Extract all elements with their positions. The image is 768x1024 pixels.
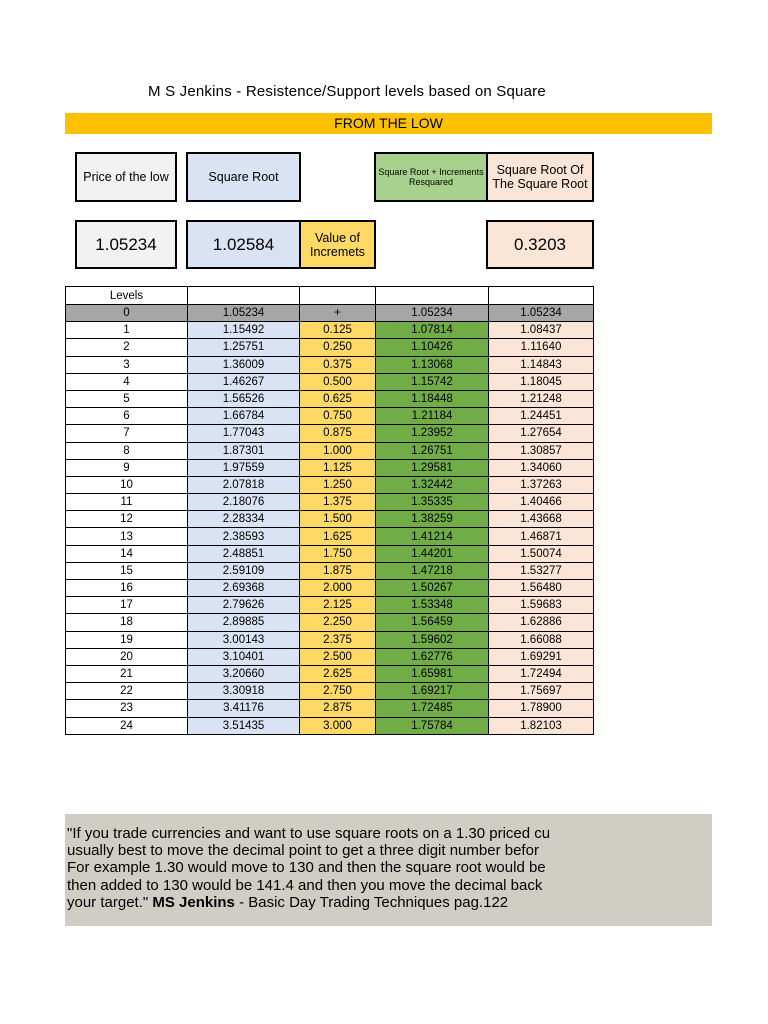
resquared-cell[interactable]: 1.18448 [376,390,489,407]
price-level-cell[interactable]: 1.87301 [188,442,300,459]
level-cell[interactable]: 7 [66,425,188,442]
increment-cell[interactable]: 0.500 [300,373,376,390]
level-cell[interactable]: 20 [66,648,188,665]
level-cell[interactable]: 6 [66,408,188,425]
price-level-cell[interactable]: 2.69368 [188,580,300,597]
quote-block [65,814,712,926]
increment-cell[interactable]: 2.625 [300,665,376,682]
resquared-cell[interactable]: 1.23952 [376,425,489,442]
value-of-increments-label: Value of Incremets [299,220,376,269]
resquared-cell[interactable]: 1.21184 [376,408,489,425]
resquared-cell[interactable]: 1.07814 [376,322,489,339]
levels-table [65,286,594,735]
sqrt-of-sqrt-cell[interactable]: 1.11640 [489,339,594,356]
increment-cell[interactable]: 2.875 [300,700,376,717]
quote-author: MS Jenkins [152,893,235,911]
sqrt-of-sqrt-cell[interactable]: 1.43668 [489,511,594,528]
level-cell[interactable]: 17 [66,597,188,614]
increment-cell[interactable]: 2.250 [300,614,376,631]
levels-header: Levels [66,287,188,305]
quote-line: then added to 130 would be 141.4 and then you move the decimal back [67,876,543,894]
table-row [66,717,594,734]
table-row [66,648,594,665]
sheet-title: M S Jenkins - Resistence/Support levels based on Square [148,83,546,100]
level-cell[interactable]: 2 [66,339,188,356]
level-cell[interactable]: 10 [66,476,188,493]
table-row [66,425,594,442]
table-row [66,322,594,339]
sqrt-of-sqrt-cell[interactable]: 1.69291 [489,648,594,665]
resquared-cell[interactable]: 1.56459 [376,614,489,631]
table-row [66,390,594,407]
increment-cell[interactable]: 2.750 [300,683,376,700]
quote-line: For example 1.30 would move to 130 and then the square root would be [67,859,546,877]
sqrt-of-sqrt-cell[interactable]: 1.46871 [489,528,594,545]
table-row [66,476,594,493]
table-row [66,614,594,631]
quote-source: - Basic Day Trading Techniques pag.122 [234,893,509,911]
increment-cell[interactable]: 0.625 [300,390,376,407]
level-cell[interactable]: 21 [66,665,188,682]
level-cell[interactable]: 23 [66,700,188,717]
square-root-of-square-root-value: 0.3203 [486,220,594,269]
sqrt-of-sqrt-cell[interactable]: 1.21248 [489,390,594,407]
sqrt-of-sqrt-cell[interactable]: 1.78900 [489,700,594,717]
table-row [66,528,594,545]
increment-cell[interactable]: 1.625 [300,528,376,545]
level-cell[interactable]: 3 [66,356,188,373]
resquared-cell[interactable]: 1.32442 [376,476,489,493]
level-cell[interactable]: 16 [66,580,188,597]
square-root-value: 1.02584 [186,220,301,269]
resquared-cell[interactable]: 1.75784 [376,717,489,734]
table-row [66,700,594,717]
sqrt-of-sqrt-cell[interactable]: 1.18045 [489,373,594,390]
increment-cell[interactable]: 3.000 [300,717,376,734]
level-cell[interactable]: 15 [66,562,188,579]
quote-text-part: your target." [67,893,153,911]
increment-cell[interactable]: 2.375 [300,631,376,648]
level-cell[interactable]: 0 [66,305,188,322]
price-level-cell[interactable]: 1.77043 [188,425,300,442]
increment-cell[interactable]: 1.375 [300,494,376,511]
price-level-cell[interactable]: 1.25751 [188,339,300,356]
sqrt-of-sqrt-cell[interactable]: 1.62886 [489,614,594,631]
sqrt-of-sqrt-cell[interactable]: 1.14843 [489,356,594,373]
sqrt-of-sqrt-cell[interactable]: 1.34060 [489,459,594,476]
sqrt-of-sqrt-cell[interactable]: 1.59683 [489,597,594,614]
level-cell[interactable]: 22 [66,683,188,700]
increment-cell[interactable]: + [300,305,376,322]
sqrt-of-sqrt-cell[interactable]: 1.82103 [489,717,594,734]
resquared-cell[interactable]: 1.10426 [376,339,489,356]
resquared-cell[interactable]: 1.50267 [376,580,489,597]
sqrt-of-sqrt-cell[interactable]: 1.37263 [489,476,594,493]
price-of-low-label: Price of the low [75,152,177,202]
sqrt-of-sqrt-cell[interactable]: 1.27654 [489,425,594,442]
from-the-low-band: FROM THE LOW [65,113,712,134]
increment-cell[interactable]: 0.375 [300,356,376,373]
price-level-cell[interactable]: 1.05234 [188,305,300,322]
resquared-cell[interactable]: 1.05234 [376,305,489,322]
resquared-cell[interactable]: 1.65981 [376,665,489,682]
sqrt-of-sqrt-cell[interactable]: 1.56480 [489,580,594,597]
sqrt-of-sqrt-cell[interactable]: 1.66088 [489,631,594,648]
price-level-cell[interactable]: 1.56526 [188,390,300,407]
resquared-cell[interactable]: 1.29581 [376,459,489,476]
increment-cell[interactable]: 0.875 [300,425,376,442]
price-level-cell[interactable]: 2.28334 [188,511,300,528]
increment-cell[interactable]: 2.500 [300,648,376,665]
table-row [66,373,594,390]
price-level-cell[interactable]: 2.89885 [188,614,300,631]
increment-cell[interactable]: 2.125 [300,597,376,614]
table-row [66,545,594,562]
quote-line: "If you trade currencies and want to use square roots on a 1.30 priced cu [67,825,551,842]
price-level-cell[interactable]: 1.66784 [188,408,300,425]
quote-line: usually best to move the decimal point to get a three digit number befor [67,842,539,860]
increment-cell[interactable]: 0.125 [300,322,376,339]
price-level-cell[interactable]: 3.10401 [188,648,300,665]
sqrt-of-sqrt-cell[interactable]: 1.50074 [489,545,594,562]
quote-text [67,825,594,911]
resquared-cell[interactable]: 1.35335 [376,494,489,511]
level-cell[interactable]: 5 [66,390,188,407]
table-row [66,442,594,459]
level-cell[interactable]: 12 [66,511,188,528]
resquared-cell[interactable]: 1.53348 [376,597,489,614]
resquared-cell[interactable]: 1.13068 [376,356,489,373]
sqrt-of-sqrt-cell[interactable]: 1.72494 [489,665,594,682]
increment-cell[interactable]: 1.000 [300,442,376,459]
price-level-cell[interactable]: 2.38593 [188,528,300,545]
price-of-low-value[interactable]: 1.05234 [75,220,177,269]
price-level-cell[interactable]: 2.59109 [188,562,300,579]
price-level-cell[interactable]: 1.46267 [188,373,300,390]
increment-cell[interactable]: 2.000 [300,580,376,597]
square-root-label: Square Root [186,152,301,202]
resquared-cell[interactable]: 1.26751 [376,442,489,459]
sqrt-of-sqrt-cell[interactable]: 1.75697 [489,683,594,700]
increment-cell[interactable]: 0.750 [300,408,376,425]
increment-cell[interactable]: 1.500 [300,511,376,528]
table-row [66,631,594,648]
price-level-cell[interactable]: 3.41176 [188,700,300,717]
resquared-cell[interactable]: 1.59602 [376,631,489,648]
table-row [66,665,594,682]
resquared-cell[interactable]: 1.69217 [376,683,489,700]
sqrt-of-sqrt-cell[interactable]: 1.08437 [489,322,594,339]
price-level-cell[interactable]: 2.48851 [188,545,300,562]
table-row [66,305,594,322]
resquared-cell[interactable]: 1.62776 [376,648,489,665]
table-row [66,562,594,579]
price-level-cell[interactable]: 2.07818 [188,476,300,493]
resquared-label: Square Root + Increments Resquared [374,152,488,202]
level-cell[interactable]: 19 [66,631,188,648]
level-cell[interactable]: 4 [66,373,188,390]
price-level-cell[interactable]: 3.00143 [188,631,300,648]
sqrt-of-sqrt-cell[interactable]: 1.53277 [489,562,594,579]
sqrt-of-sqrt-cell[interactable]: 1.40466 [489,494,594,511]
sqrt-of-sqrt-cell[interactable]: 1.30857 [489,442,594,459]
resquared-cell[interactable]: 1.47218 [376,562,489,579]
level-cell[interactable]: 8 [66,442,188,459]
price-level-cell[interactable]: 3.30918 [188,683,300,700]
price-level-cell[interactable]: 1.36009 [188,356,300,373]
resquared-cell[interactable]: 1.15742 [376,373,489,390]
resquared-cell[interactable]: 1.38259 [376,511,489,528]
price-level-cell[interactable]: 2.18076 [188,494,300,511]
price-level-cell[interactable]: 2.79626 [188,597,300,614]
sqrt-of-sqrt-cell[interactable]: 1.05234 [489,305,594,322]
price-level-cell[interactable]: 1.15492 [188,322,300,339]
level-cell[interactable]: 14 [66,545,188,562]
increment-cell[interactable]: 1.875 [300,562,376,579]
table-row [66,408,594,425]
table-row [66,597,594,614]
resquared-cell[interactable]: 1.44201 [376,545,489,562]
resquared-cell[interactable]: 1.72485 [376,700,489,717]
price-level-cell[interactable]: 1.97559 [188,459,300,476]
increment-cell[interactable]: 1.750 [300,545,376,562]
level-cell[interactable]: 1 [66,322,188,339]
price-level-cell[interactable]: 3.20660 [188,665,300,682]
table-row [66,356,594,373]
table-row [66,683,594,700]
level-cell[interactable]: 9 [66,459,188,476]
level-cell[interactable]: 18 [66,614,188,631]
increment-cell[interactable]: 1.250 [300,476,376,493]
table-row [66,494,594,511]
level-cell[interactable]: 24 [66,717,188,734]
sqrt-of-sqrt-cell[interactable]: 1.24451 [489,408,594,425]
square-root-of-square-root-label: Square Root Of The Square Root [486,152,594,202]
table-row [66,339,594,356]
table-row [66,459,594,476]
level-cell[interactable]: 11 [66,494,188,511]
level-cell[interactable]: 13 [66,528,188,545]
price-level-cell[interactable]: 3.51435 [188,717,300,734]
resquared-cell[interactable]: 1.41214 [376,528,489,545]
increment-cell[interactable]: 0.250 [300,339,376,356]
table-row [66,580,594,597]
table-row [66,511,594,528]
quote-line [67,894,594,911]
increment-cell[interactable]: 1.125 [300,459,376,476]
